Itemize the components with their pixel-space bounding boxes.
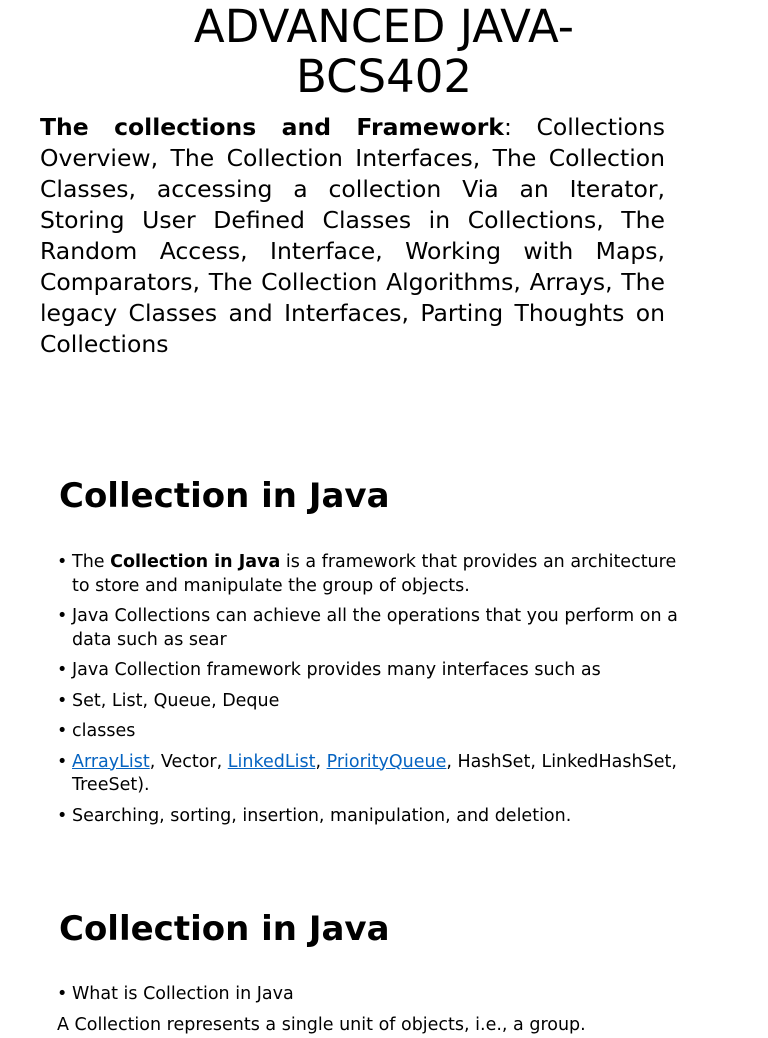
priorityqueue-link[interactable]: PriorityQueue <box>326 751 447 772</box>
list-item: • Set, List, Queue, Deque <box>57 690 697 714</box>
list-item <box>57 751 697 798</box>
section-title: Collection in Java <box>59 476 390 516</box>
bullet-6-sep-2: , <box>315 751 327 772</box>
main-title <box>0 2 768 102</box>
syllabus-text: : Collections Overview, The Collection Interfaces, The Collection Classes, accessing a collection Via an Iterator, Storing User Defined Classes in Collections, The Random Access, Interface, Working with Maps, Comparators, The Collection Algorithms, Arrays, The legacy Classes and Interfaces, Parting Thoughts on Collections <box>40 113 665 358</box>
linkedlist-link[interactable]: LinkedList <box>227 751 316 772</box>
list-item: • Java Collection framework provides many interfaces such as <box>57 659 697 683</box>
syllabus-paragraph <box>40 112 665 360</box>
bullet-1-pre: The <box>72 552 111 572</box>
list-item: • Java Collections can achieve all the operations that you perform on a data such as sear <box>57 605 697 652</box>
bullet-6-tail: , HashSet, LinkedHashSet, TreeSet). <box>72 751 677 795</box>
bullet-6-sep-1: , Vector, <box>149 751 228 772</box>
main-title-line-1: ADVANCED JAVA- <box>193 0 575 53</box>
slide-3 <box>0 880 768 1035</box>
partial-text-line: A Collection represents a single unit of objects, i.e., a group. <box>57 1015 586 1035</box>
bullet-list <box>57 551 697 835</box>
list-item: • classes <box>57 720 697 744</box>
syllabus-heading: The collections and Framework <box>40 113 504 141</box>
main-title-line-2: BCS402 <box>296 50 472 103</box>
slide-1 <box>0 0 768 440</box>
section-title: Collection in Java <box>59 909 390 949</box>
bullet-list <box>57 983 697 1014</box>
bullet-1-post: is a framework that provides an architecture to store and manipulate the group of objects. <box>72 552 677 596</box>
slide-2 <box>0 440 768 880</box>
list-item: • Searching, sorting, insertion, manipulation, and deletion. <box>57 805 697 829</box>
list-item <box>57 551 697 598</box>
list-item: • What is Collection in Java <box>57 983 697 1007</box>
arraylist-link[interactable]: ArrayList <box>72 751 150 772</box>
bullet-1-bold: Collection in Java <box>110 552 281 572</box>
